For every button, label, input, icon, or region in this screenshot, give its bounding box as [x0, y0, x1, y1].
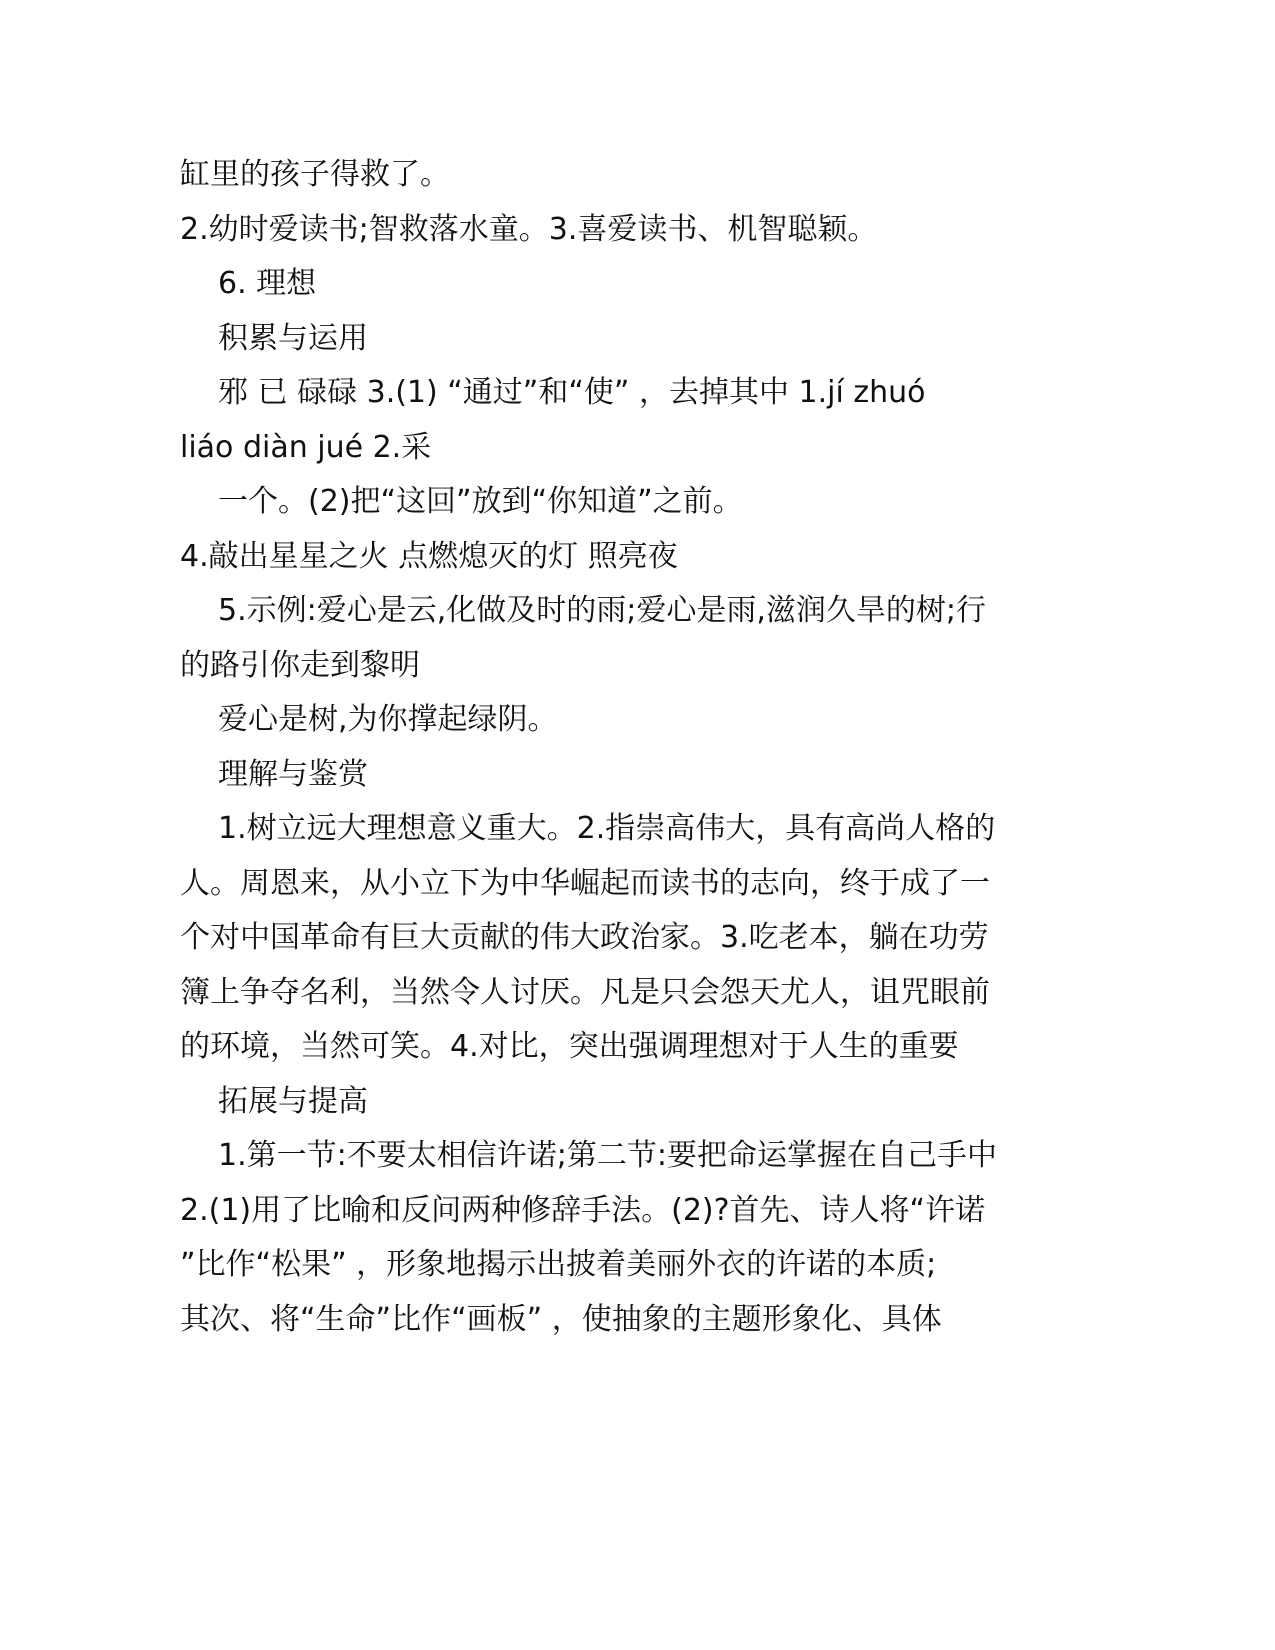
text-line: 的环境，当然可笑。4.对比，突出强调理想对于人生的重要	[180, 1029, 959, 1064]
text-line: 邪 已 碌碌 3.(1) “通过”和“使” ，去掉其中 1.jí zhuó	[218, 375, 926, 410]
document-body	[180, 148, 1040, 1347]
text-line: 缸里的孩子得救了。	[180, 157, 450, 192]
section-heading: 拓展与提高	[218, 1083, 368, 1119]
section-heading: 积累与运用	[218, 320, 368, 356]
text-line: 5.示例:爱心是云,化做及时的雨;爱心是雨,滋润久旱的树;行	[218, 593, 987, 628]
text-line: 2.幼时爱读书;智救落水童。3.喜爱读书、机智聪颖。	[180, 211, 878, 247]
section-heading: 理解与鉴赏	[218, 756, 368, 792]
text-line: 爱心是树,为你撑起绿阴。	[218, 702, 558, 737]
text-line: 簿上争夺名利，当然令人讨厌。凡是只会怨天尤人，诅咒眼前	[180, 974, 990, 1010]
text-line: 个对中国革命有巨大贡献的伟大政治家。3.吃老本，躺在功劳	[180, 920, 989, 955]
text-line: ”比作“松果” ，形象地揭示出披着美丽外衣的许诺的本质;	[180, 1247, 937, 1282]
text-line: 一个。(2)把“这回”放到“你知道”之前。	[218, 484, 743, 519]
text-line: 人。周恩来，从小立下为中华崛起而读书的志向，终于成了一	[180, 865, 990, 901]
section-heading: 6. 理想	[218, 266, 317, 301]
text-line: 1.树立远大理想意义重大。2.指崇高伟大，具有高尚人格的	[218, 811, 996, 846]
text-line: 2.(1)用了比喻和反问两种修辞手法。(2)?首先、诗人将“许诺	[180, 1192, 986, 1228]
text-line: liáo diàn jué 2.采	[180, 429, 432, 465]
text-line: 其次、将“生命”比作“画板” ，使抽象的主题形象化、具体	[180, 1301, 942, 1337]
text-line: 的路引你走到黎明	[180, 647, 420, 683]
text-line: 4.敲出星星之火 点燃熄灭的灯 照亮夜	[180, 538, 678, 574]
text-line: 1.第一节:不要太相信许诺;第二节:要把命运掌握在自己手中	[218, 1138, 997, 1173]
